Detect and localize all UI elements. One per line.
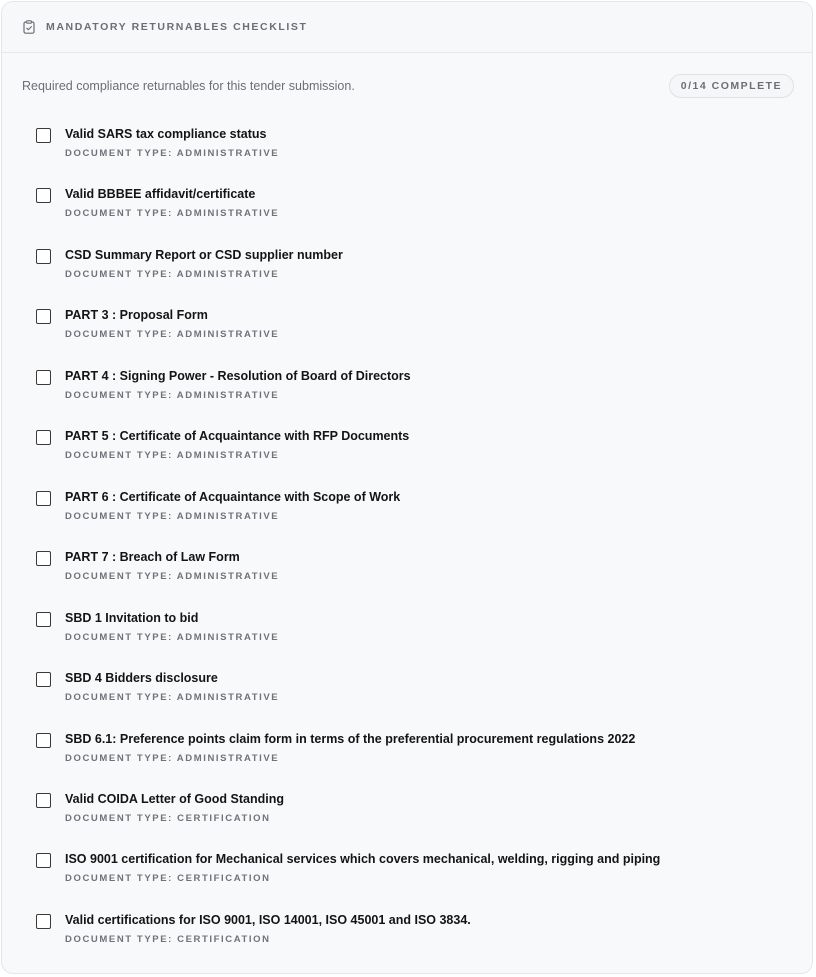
returnables-checklist-card: [1, 1, 813, 974]
checklist-item[interactable]: [2, 725, 812, 785]
item-title: PART 5 : Certificate of Acquaintance with RFP Documents: [65, 429, 410, 444]
item-title: SBD 6.1: Preference points claim form in terms of the preferential procurement regulations 2022: [65, 731, 636, 746]
checkbox[interactable]: [36, 370, 51, 385]
checklist-item[interactable]: [2, 906, 812, 966]
checklist-subheader: [2, 53, 812, 119]
checklist-item[interactable]: [2, 180, 812, 240]
checkbox[interactable]: [36, 612, 51, 627]
item-document-type: DOCUMENT TYPE: ADMINISTRATIVE: [65, 268, 280, 280]
checklist-item[interactable]: [2, 483, 812, 543]
checklist-item[interactable]: [2, 543, 812, 603]
checkbox[interactable]: [36, 914, 51, 929]
item-document-type: DOCUMENT TYPE: ADMINISTRATIVE: [65, 752, 280, 764]
item-document-type: DOCUMENT TYPE: ADMINISTRATIVE: [65, 450, 280, 462]
checklist-item[interactable]: [2, 604, 812, 664]
clipboard-check-icon: [22, 19, 36, 35]
checkbox[interactable]: [36, 188, 51, 203]
checklist-item[interactable]: [2, 301, 812, 361]
checkbox[interactable]: [36, 309, 51, 324]
item-document-type: DOCUMENT TYPE: ADMINISTRATIVE: [65, 329, 280, 341]
checkbox[interactable]: [36, 793, 51, 808]
item-document-type: DOCUMENT TYPE: ADMINISTRATIVE: [65, 208, 280, 220]
item-title: CSD Summary Report or CSD supplier number: [65, 247, 343, 262]
item-document-type: DOCUMENT TYPE: ADMINISTRATIVE: [65, 631, 280, 643]
card-header: [2, 2, 812, 53]
item-document-type: DOCUMENT TYPE: CERTIFICATION: [65, 933, 271, 945]
item-title: Valid COIDA Letter of Good Standing: [65, 791, 284, 806]
item-document-type: DOCUMENT TYPE: ADMINISTRATIVE: [65, 148, 280, 159]
checklist-item[interactable]: [2, 664, 812, 724]
item-document-type: DOCUMENT TYPE: ADMINISTRATIVE: [65, 692, 280, 704]
card-title: MANDATORY RETURNABLES CHECKLIST: [46, 21, 308, 33]
checklist-item[interactable]: [2, 120, 812, 180]
checkbox[interactable]: [36, 672, 51, 687]
item-title: Valid SARS tax compliance status: [65, 127, 267, 141]
item-document-type: DOCUMENT TYPE: CERTIFICATION: [65, 812, 271, 824]
checkbox[interactable]: [36, 491, 51, 506]
item-title: PART 7 : Breach of Law Form: [65, 550, 240, 565]
checkbox[interactable]: [36, 430, 51, 445]
checklist-item[interactable]: [2, 845, 812, 905]
checkbox[interactable]: [36, 733, 51, 748]
checklist-description: Required compliance returnables for this tender submission.: [22, 79, 355, 93]
checkbox[interactable]: [36, 551, 51, 566]
checkbox[interactable]: [36, 128, 51, 143]
item-title: PART 6 : Certificate of Acquaintance with Scope of Work: [65, 489, 401, 504]
checklist-item[interactable]: [2, 241, 812, 301]
item-document-type: DOCUMENT TYPE: ADMINISTRATIVE: [65, 510, 280, 522]
item-title: Valid BBBEE affidavit/certificate: [65, 187, 256, 202]
item-title: SBD 1 Invitation to bid: [65, 610, 199, 625]
item-title: PART 3 : Proposal Form: [65, 308, 208, 323]
checklist-item[interactable]: [2, 422, 812, 482]
checkbox[interactable]: [36, 853, 51, 868]
item-document-type: DOCUMENT TYPE: ADMINISTRATIVE: [65, 389, 280, 401]
checklist-item[interactable]: [2, 362, 812, 422]
item-title: PART 4 : Signing Power - Resolution of Board of Directors: [65, 368, 411, 383]
item-title: SBD 4 Bidders disclosure: [65, 671, 218, 686]
checklist-item[interactable]: [2, 785, 812, 845]
item-title: ISO 9001 certification for Mechanical services which covers mechanical, welding, rigging and piping: [65, 852, 661, 867]
checkbox[interactable]: [36, 249, 51, 264]
item-title: Valid certifications for ISO 9001, ISO 14001, ISO 45001 and ISO 3834.: [65, 912, 471, 927]
progress-badge: 0/14 COMPLETE: [669, 74, 794, 98]
item-document-type: DOCUMENT TYPE: ADMINISTRATIVE: [65, 571, 280, 583]
item-document-type: DOCUMENT TYPE: CERTIFICATION: [65, 873, 271, 885]
